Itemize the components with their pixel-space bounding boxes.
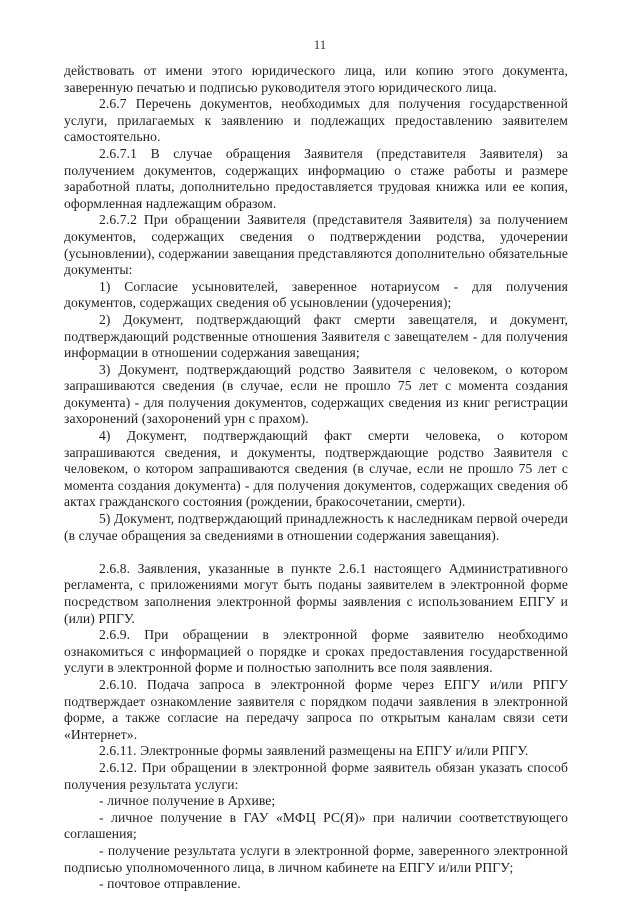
paragraph-2-6-10: 2.6.10. Подача запроса в электронной форме через ЕПГУ и/или РПГУ подтверждает ознакомление заявителя с порядком подачи заявления в электронной форме, а также согласие на передачу запроса по открытым каналам связи сети «Интернет». xyxy=(64,676,568,742)
paragraph-2-6-7: 2.6.7 Перечень документов, необходимых для получения государственной услуги, прилагаемых к заявлению и подлежащих предоставлению заявителем самостоятельно. xyxy=(64,96,568,145)
list-item-4: 4) Документ, подтверждающий факт смерти человека, о котором запрашиваются сведения, и документы, подтверждающие родство Заявителя с человеком, о котором запрашиваются сведения (в случае, если не прошло 75 лет с момента создания документа) - для получения документов, содержащих сведения об актах гражданского состояния (рождении, бракосочетании, смерти). xyxy=(64,428,568,510)
result-option-archive: - личное получение в Архиве; xyxy=(99,793,276,809)
paragraph-2-6-12: 2.6.12. При обращении в электронной форме заявитель обязан указать способ получения результата услуги: xyxy=(64,759,568,792)
result-option-postal: - почтовое отправление. xyxy=(99,876,241,892)
paragraph-2-6-8: 2.6.8. Заявления, указанные в пункте 2.6.1 настоящего Административного регламента, с приложениями могут быть поданы заявителем в электронной форме посредством заполнения электронной формы заявления с использованием ЕПГУ и (или) РПГУ. xyxy=(64,560,568,626)
paragraph-2-6-7-2: 2.6.7.2 При обращении Заявителя (представителя Заявителя) за получением документов, содержащих сведения о подтверждении родства, удочерении (усыновлении), содержании завещания представляются дополнительно обязательные документы: xyxy=(64,212,568,278)
result-option-mfc: - личное получение в ГАУ «МФЦ РС(Я)» при наличии соответствующего соглашения; xyxy=(64,809,568,842)
paragraph-2-6-9: 2.6.9. При обращении в электронной форме заявителю необходимо ознакомиться с информацией о порядке и сроках предоставления государственной услуги в электронной форме и полностью заполнить все поля заявления. xyxy=(64,627,568,676)
paragraph-2-6-11: 2.6.11. Электронные формы заявлений размещены на ЕПГУ и/или РПГУ. xyxy=(99,743,529,759)
page-number: 11 xyxy=(313,37,327,52)
list-item-5: 5) Документ, подтверждающий принадлежность к наследникам первой очереди (в случае обращения за сведениями в отношении содержания завещания). xyxy=(64,511,568,543)
list-item-1: 1) Согласие усыновителей, заверенное нотариусом - для получения документов, содержащих сведения об усыновлении (удочерения); xyxy=(64,278,568,311)
paragraph-2-6-7-1: 2.6.7.1 В случае обращения Заявителя (представителя Заявителя) за получением документов, содержащих информацию о стаже работы и размере заработной платы, дополнительно предоставляется трудовая книжка или ее копия, оформленная надлежащим образом. xyxy=(64,145,568,211)
paragraph-continuation: действовать от имени этого юридического лица, или копию этого документа, заверенную печатью и подписью руководителя этого юридического лица. xyxy=(64,63,568,95)
list-item-3: 3) Документ, подтверждающий родство Заявителя с человеком, о котором запрашиваются сведения (в случае, если не прошло 75 лет с момента создания документа) - для получения документов, содержащих сведения из книг регистрации захоронений (захоронений урн с прахом). xyxy=(64,361,568,427)
list-item-2: 2) Документ, подтверждающий факт смерти завещателя, и документ, подтверждающий родственные отношения Заявителя с завещателем - для получения информации в отношении содержания завещания; xyxy=(64,311,568,361)
result-option-electronic: - получение результата услуги в электронной форме, заверенного электронной подписью уполномоченного лица, в личном кабинете на ЕПГУ и/или РПГУ; xyxy=(64,842,568,875)
document-body xyxy=(64,63,568,893)
